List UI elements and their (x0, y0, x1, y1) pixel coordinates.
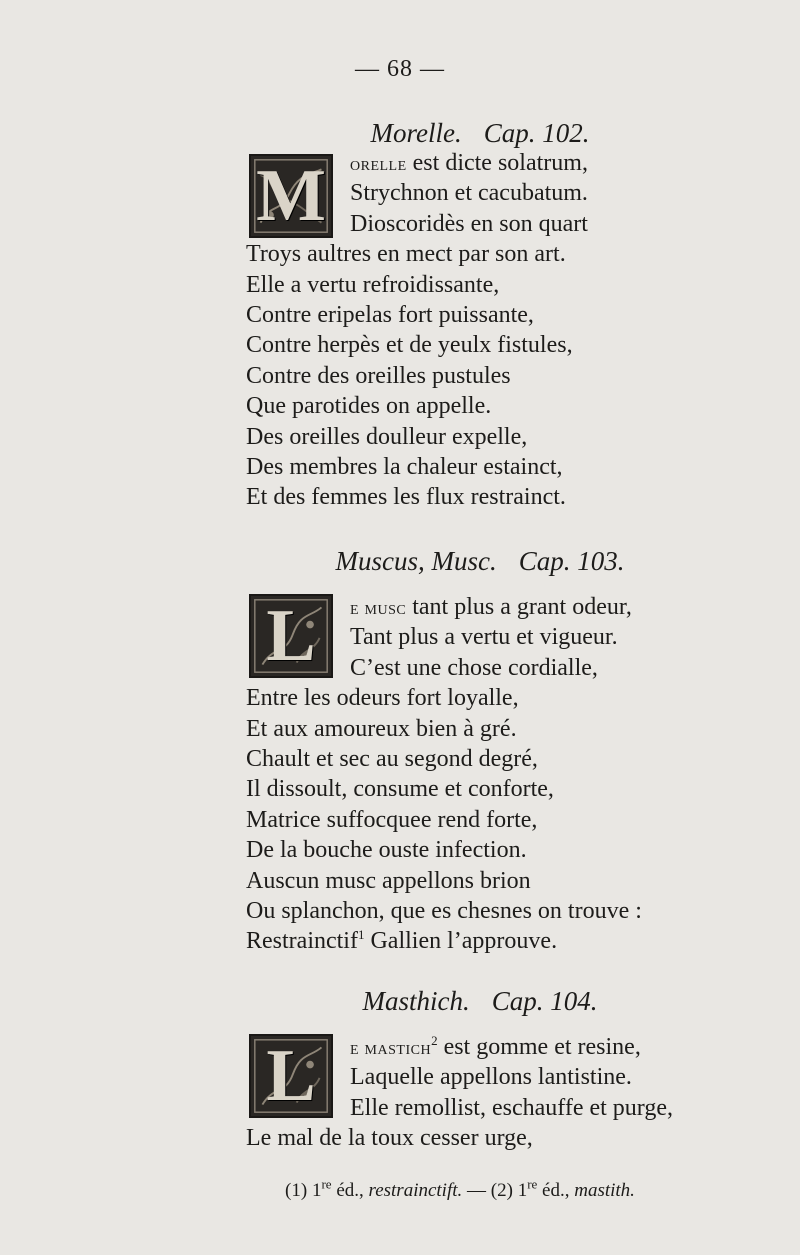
verse-line: orelle est dicte solatrum, (350, 150, 588, 176)
verse-line: Il dissoult, consume et conforte, (246, 776, 554, 803)
verse-line: Dioscoridès en son quart (350, 210, 588, 237)
verse-block-104 (246, 1032, 673, 1154)
footnote-marker: 1 (357, 927, 365, 943)
verse-line: De la bouche ouste infection. (246, 837, 527, 864)
verse-line: e musc tant plus a grant odeur, (350, 594, 632, 620)
chapter-title-102 (0, 118, 800, 149)
chapter-name: Masthich. (362, 986, 470, 1016)
verse-line: Troys aultres en mect par son art. (246, 241, 566, 268)
footnote-marker: 2 (431, 1033, 438, 1048)
verse-line: Tant plus a vertu et vigueur. (350, 624, 618, 651)
verse-line: Contre eripelas fort puissante, (246, 301, 534, 328)
chapter-title-104 (0, 986, 800, 1017)
chapter-name: Muscus, Musc. (335, 546, 497, 576)
drop-cap-word-rest: e mastich (350, 1037, 432, 1059)
verse-line: C’est une chose cordialle, (350, 654, 598, 681)
verse-line: Que parotides on appelle. (246, 393, 492, 420)
chapter-cap: Cap. 103. (518, 546, 625, 576)
verse-line: Ou splanchon, que es chesnes on trouve : (246, 897, 642, 924)
verse-line: Auscun musc appellons brion (246, 867, 531, 894)
page-number: — 68 — (355, 56, 445, 82)
verse-line: Des oreilles doulleur expelle, (246, 423, 528, 450)
chapter-title-103 (0, 546, 800, 577)
verse-line: Matrice suffocquee rend forte, (246, 806, 538, 833)
verse-line: e mastich$^2$ est gomme et resine, (350, 1033, 641, 1060)
verse-line: Contre herpès et de yeulx fistules, (246, 332, 573, 359)
verse-line: Le mal de la toux cesser urge, (246, 1125, 533, 1152)
footnotes: (1) 1re éd., restrainctift. — (2) 1re éd., mastith. (285, 1176, 635, 1201)
drop-cap-word-rest: e musc (350, 597, 407, 619)
verse-line: Contre des oreilles pustules (246, 362, 511, 389)
drop-cap-word-rest: orelle (350, 153, 407, 175)
verse-line: Entre les odeurs fort loyalle, (246, 685, 519, 712)
initial-letter: M (256, 154, 326, 237)
verse-line: Elle a vertu refroidissante, (246, 271, 500, 298)
chapter-name: Morelle. (370, 118, 462, 148)
verse-line: Strychnon et cacubatum. (350, 180, 588, 207)
verse-line: Et aux amoureux bien à gré. (246, 715, 517, 742)
verse-block-103 (246, 592, 642, 957)
verse-line: Chault et sec au segond degré, (246, 745, 538, 772)
chapter-cap: Cap. 104. (491, 986, 598, 1016)
verse-line: Laquelle appellons lantistine. (350, 1064, 632, 1091)
verse-line: Restrainctif$^1$ Gallien l’approuve. (246, 927, 558, 955)
verse-block-102 (246, 148, 588, 513)
verse-line: Elle remollist, eschauffe et purge, (350, 1094, 674, 1121)
verse-line: Et des femmes les flux restrainct. (246, 484, 566, 511)
initial-letter: L (266, 594, 316, 677)
initial-letter: L (266, 1034, 316, 1117)
verse-line: Des membres la chaleur estainct, (246, 453, 563, 480)
chapter-cap: Cap. 102. (483, 118, 590, 148)
